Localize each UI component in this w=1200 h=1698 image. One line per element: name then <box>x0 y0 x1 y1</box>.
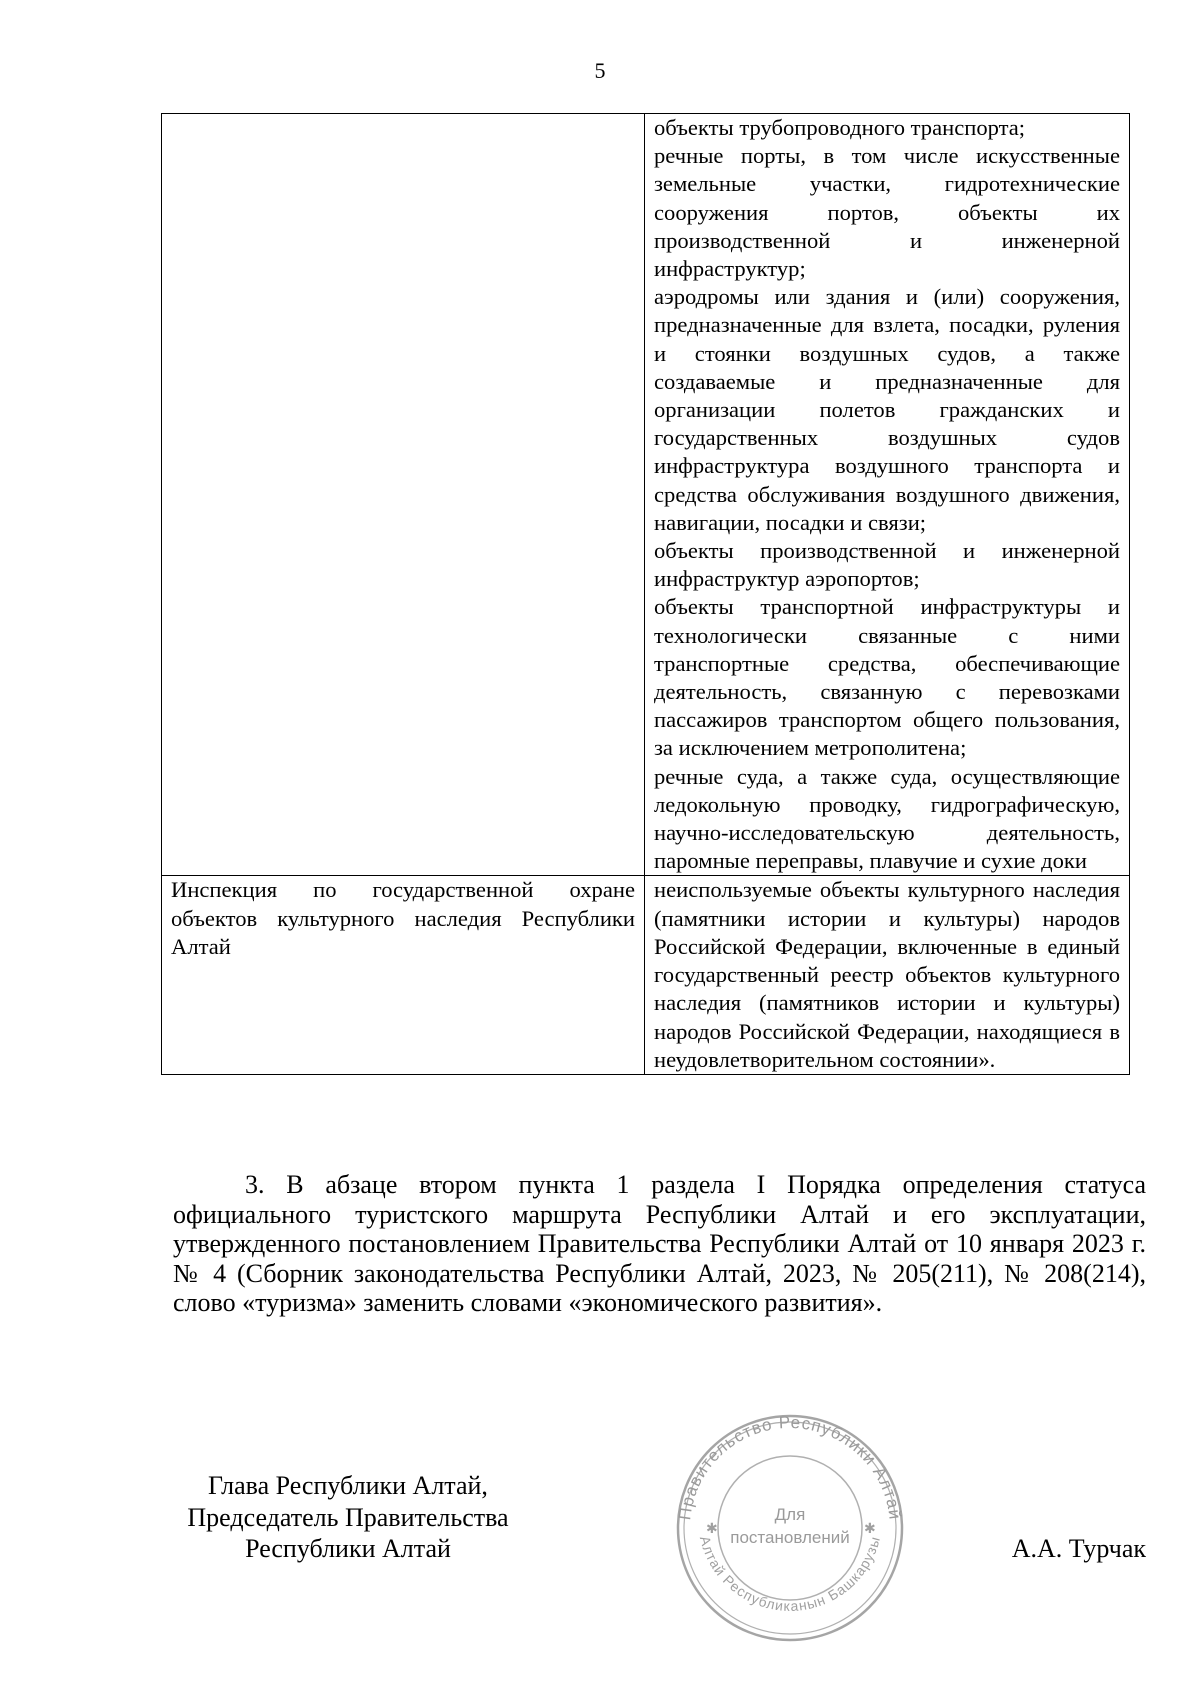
seal-star-icon: ✱ <box>864 1520 876 1536</box>
agencies-table <box>161 113 1130 1075</box>
page-number: 5 <box>594 58 606 83</box>
amendment-paragraph: 3. В абзаце втором пункта 1 раздела I Порядка определения статуса официального туристского маршрута Республики Алтай и его эксплуатации, утвержденного постановлением Правительства Республики Алтай от 10 января 2023 г. № 4 (Сборник законодательства Республики Алтай, 2023, № 205(211), № 208(214), слово «туризма» заменить словами «экономического развития». <box>173 1170 1146 1317</box>
objects-item: речные суда, а также суда, осуществляющие ледокольную проводку, гидрографическую, научно-исследовательскую деятельность, паромные переправы, плавучие и сухие доки <box>654 763 1120 874</box>
objects-item: объекты производственной и инженерной инфраструктур аэропортов; <box>654 538 1120 592</box>
objects-item: речные порты, в том числе искусственные земельные участки, гидротехнические сооружения портов, объекты их производственной и инженерной инфраструктур; <box>654 143 1120 282</box>
table-row <box>162 114 1130 876</box>
signatory-name: А.А. Турчак <box>1011 1534 1146 1563</box>
table-row <box>162 876 1130 1074</box>
seal-outer-text: Правительство Республики Алтай <box>675 1413 905 1522</box>
official-seal <box>660 1413 920 1643</box>
seal-inner-line: Для <box>774 1505 806 1524</box>
table-cell-agency <box>162 114 645 876</box>
seal-bottom-text: Алтай Республиканын Башкарузы <box>696 1534 884 1615</box>
signatory-title-line: Республики Алтай <box>245 1534 451 1563</box>
objects-item: объекты транспортной инфраструктуры и технологически связанные с ними транспортные средства, обеспечивающие деятельность, связанную с перевозками пассажиров транспортом общего пользования, за исключением метрополитена; <box>654 594 1120 761</box>
table-cell-objects <box>645 876 1130 1074</box>
signatory-title-line: Глава Республики Алтай, <box>208 1471 488 1500</box>
objects-item: объекты трубопроводного транспорта; <box>654 115 1026 140</box>
objects-item: аэродромы или здания и (или) сооружения, предназначенные для взлета, посадки, руления и стоянки воздушных судов, а также создаваемые и предназначенные для организации полетов гражданских и государственных воздушных судов инфраструктура воздушного транспорта и средства обслуживания воздушного движения, навигации, посадки и связи; <box>654 284 1120 535</box>
seal-star-icon: ✱ <box>706 1520 718 1536</box>
objects-item: неиспользуемые объекты культурного наследия (памятники истории и культуры) народов Российской Федерации, включенные в единый государственный реестр объектов культурного наследия (памятников истории и культуры) народов Российской Федерации, находящиеся в неудовлетворительном состоянии». <box>654 877 1120 1072</box>
signatory-title-line: Председатель Правительства <box>187 1502 509 1532</box>
table-cell-objects <box>645 114 1130 876</box>
table-cell-agency: Инспекция по государственной охране объектов культурного наследия Республики Алтай <box>162 876 645 1074</box>
signatory-title <box>163 1470 533 1565</box>
seal-inner-line: постановлений <box>730 1528 850 1547</box>
